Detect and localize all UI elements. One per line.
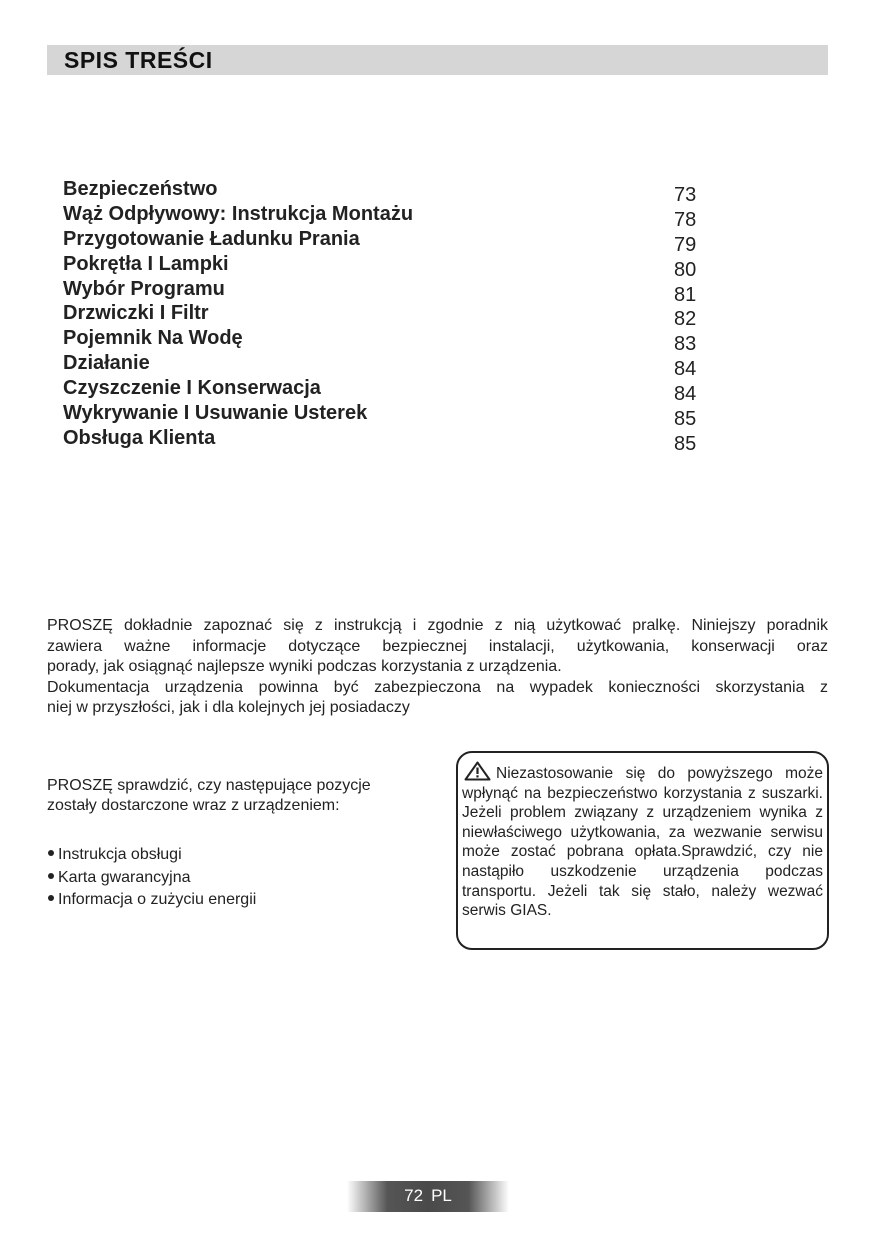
toc-entry[interactable] [63,377,723,406]
toc-entry[interactable] [63,352,723,381]
toc-entry[interactable] [63,252,723,281]
toc-entry-title: Przygotowanie Ładunku Prania [63,227,360,250]
checklist-intro [47,776,427,816]
toc-entry[interactable] [63,202,723,231]
list-item-label: Instrukcja obsługi [58,846,182,863]
toc-entry-title: Bezpieczeństwo [63,178,218,200]
warning-triangle-icon [464,761,491,781]
intro-line: PROSZĘ dokładnie zapoznać się z instrukcją i zgodnie z nią użytkować pralkę. Niniejszy poradnik [47,617,828,634]
toc-entry-page: 84 [674,358,697,381]
intro-line: Dokumentacja urządzenia powinna być zabezpieczona na wypadek konieczności skorzystania z [47,678,828,696]
list-item [47,845,427,868]
toc-entry-title: Obsługa Klienta [63,426,216,449]
intro-line: zawiera ważne informacje dotyczące bezpiecznej instalacji, użytkowania, konserwacji oraz [47,637,828,655]
toc-entry[interactable] [63,426,723,455]
toc-entry-title: Pokrętła I Lampki [63,252,229,275]
toc-entry-title: Wykrywanie I Usuwanie Usterek [63,402,368,425]
language-code: PL [431,1186,452,1205]
page-number: 72 [404,1186,424,1205]
toc-entry-title: Drzwiczki I Filtr [63,302,209,325]
intro-paragraph [47,616,828,719]
bullet-icon [48,850,54,856]
list-item-label: Informacja o zużyciu energii [58,891,257,908]
toc-entry[interactable] [63,327,723,356]
toc-entry[interactable] [63,302,723,331]
page-footer [347,1181,509,1212]
toc-entry-page: 84 [674,383,697,406]
toc-entry-title: Czyszczenie I Konserwacja [63,377,321,400]
list-item-label: Karta gwarancyjna [58,868,191,886]
toc-entry[interactable] [63,402,723,431]
page-title: SPIS TREŚCI [64,47,213,73]
toc-entry[interactable] [63,178,723,206]
intro-line: niej w przyszłości, jak i dla kolejnych jej posiadaczy [47,699,410,716]
toc-entry-page: 80 [674,258,697,281]
toc-entry-page: 83 [674,333,697,356]
delivery-checklist [47,776,427,913]
table-of-contents [63,178,723,455]
toc-entry-title: Wąż Odpływowy: Instrukcja Montażu [63,202,414,225]
checklist-intro-line: zostały dostarczone wraz z urządzeniem: [47,797,340,814]
toc-entry-page: 73 [674,184,697,206]
checklist-intro-line: PROSZĘ sprawdzić, czy następujące pozycje [47,777,371,794]
warning-box [456,751,829,950]
toc-entry-page: 85 [674,408,697,431]
toc-entry-page: 81 [674,283,697,306]
warning-text-block [462,761,823,921]
toc-entry-page: 85 [674,432,697,455]
toc-entry[interactable] [63,277,723,306]
bullet-icon [48,873,54,879]
toc-entry-page: 79 [674,233,697,256]
toc-entry-title: Wybór Programu [63,277,225,300]
warning-text: Niezastosowanie się do powyższego może wpłynąć na bezpieczeństwo korzystania z suszarki. Jeżeli problem związany z urządzeniem wynika z niewłaściwego użytkowania, za wezwanie serwisu może zostać pobrana opłata.Sprawdzić, czy nie nastąpiło uszkodzenie urządzenia podczas transportu. Jeżeli tak się stało, należy wezwać serwis GIAS. [462,765,823,920]
list-item [47,868,427,891]
toc-entry-page: 78 [674,208,697,231]
bullet-icon [48,895,54,901]
section-header-bar [47,45,828,75]
checklist-items [47,845,427,913]
toc-entry-title: Pojemnik Na Wodę [63,327,243,350]
intro-line: porady, jak osiągnąć najlepsze wyniki podczas korzystania z urządzenia. [47,658,562,675]
list-item [47,890,427,913]
toc-entry[interactable] [63,227,723,256]
toc-entry-title: Działanie [63,352,150,375]
toc-entry-page: 82 [674,308,697,331]
